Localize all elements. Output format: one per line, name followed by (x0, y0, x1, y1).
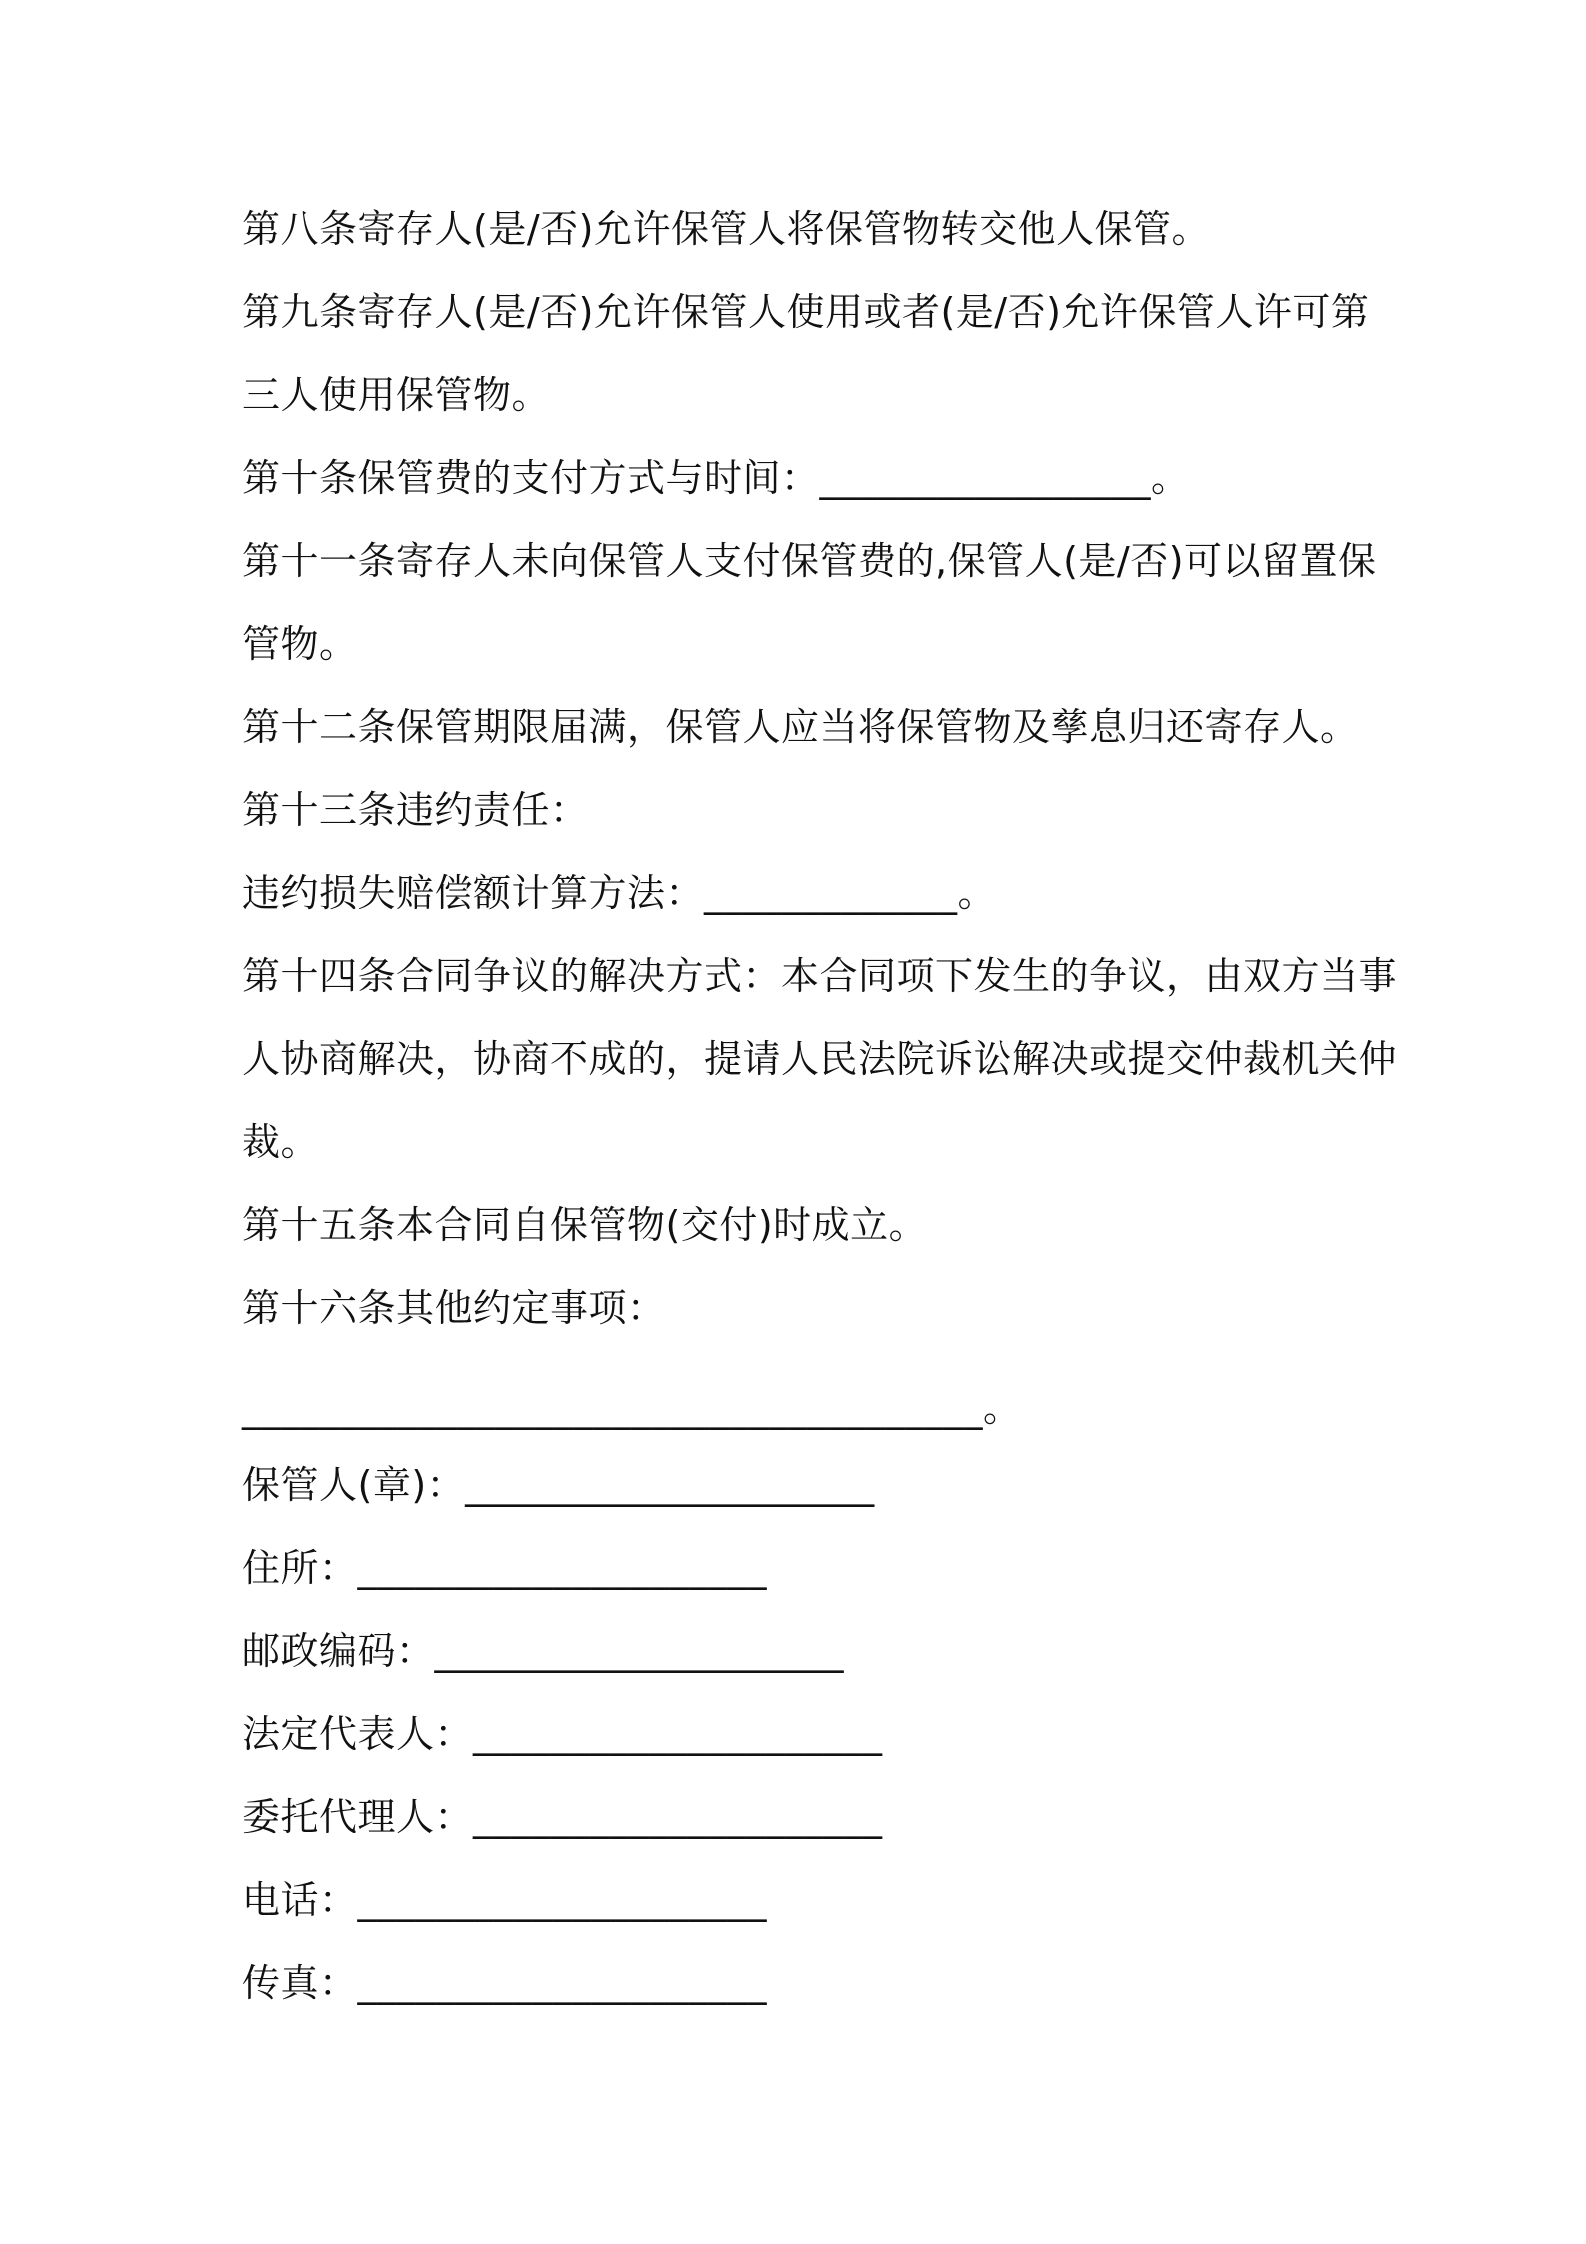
article-14-line-3: 裁。 (242, 1120, 320, 1164)
fax-field: 传真：_____________________ (242, 1961, 768, 2005)
article-9-line-2: 三人使用保管物。 (242, 373, 551, 417)
custodian-seal-field: 保管人(章)：_____________________ (242, 1463, 875, 1507)
article-9-line-1: 第九条寄存人(是/否)允许保管人使用或者(是/否)允许保管人许可第 (242, 290, 1370, 334)
damages-calculation: 违约损失赔偿额计算方法：_____________。 (242, 871, 997, 915)
authorized-agent-field: 委托代理人：_____________________ (242, 1795, 883, 1839)
article-12: 第十二条保管期限届满，保管人应当将保管物及孳息归还寄存人。 (242, 705, 1359, 749)
article-14-line-2: 人协商解决，协商不成的，提请人民法院诉讼解决或提交仲裁机关仲 (242, 1037, 1398, 1081)
article-10: 第十条保管费的支付方式与时间：_________________。 (242, 456, 1190, 500)
postal-code-field: 邮政编码：_____________________ (242, 1629, 845, 1673)
document-page (242, 0, 1398, 2244)
article-16: 第十六条其他约定事项： (242, 1286, 666, 1330)
article-11-line-1: 第十一条寄存人未向保管人支付保管费的,保管人(是/否)可以留置保 (242, 539, 1377, 583)
article-13: 第十三条违约责任： (242, 788, 589, 832)
phone-field: 电话：_____________________ (242, 1878, 768, 1922)
address-field: 住所：_____________________ (242, 1546, 768, 1590)
legal-representative-field: 法定代表人：_____________________ (242, 1712, 883, 1756)
other-terms-blank: ______________________________________。 (242, 1386, 1022, 1430)
article-15: 第十五条本合同自保管物(交付)时成立。 (242, 1203, 928, 1247)
article-11-line-2: 管物。 (242, 622, 358, 666)
article-8: 第八条寄存人(是/否)允许保管人将保管物转交他人保管。 (242, 207, 1210, 251)
article-14-line-1: 第十四条合同争议的解决方式：本合同项下发生的争议，由双方当事 (242, 954, 1398, 998)
